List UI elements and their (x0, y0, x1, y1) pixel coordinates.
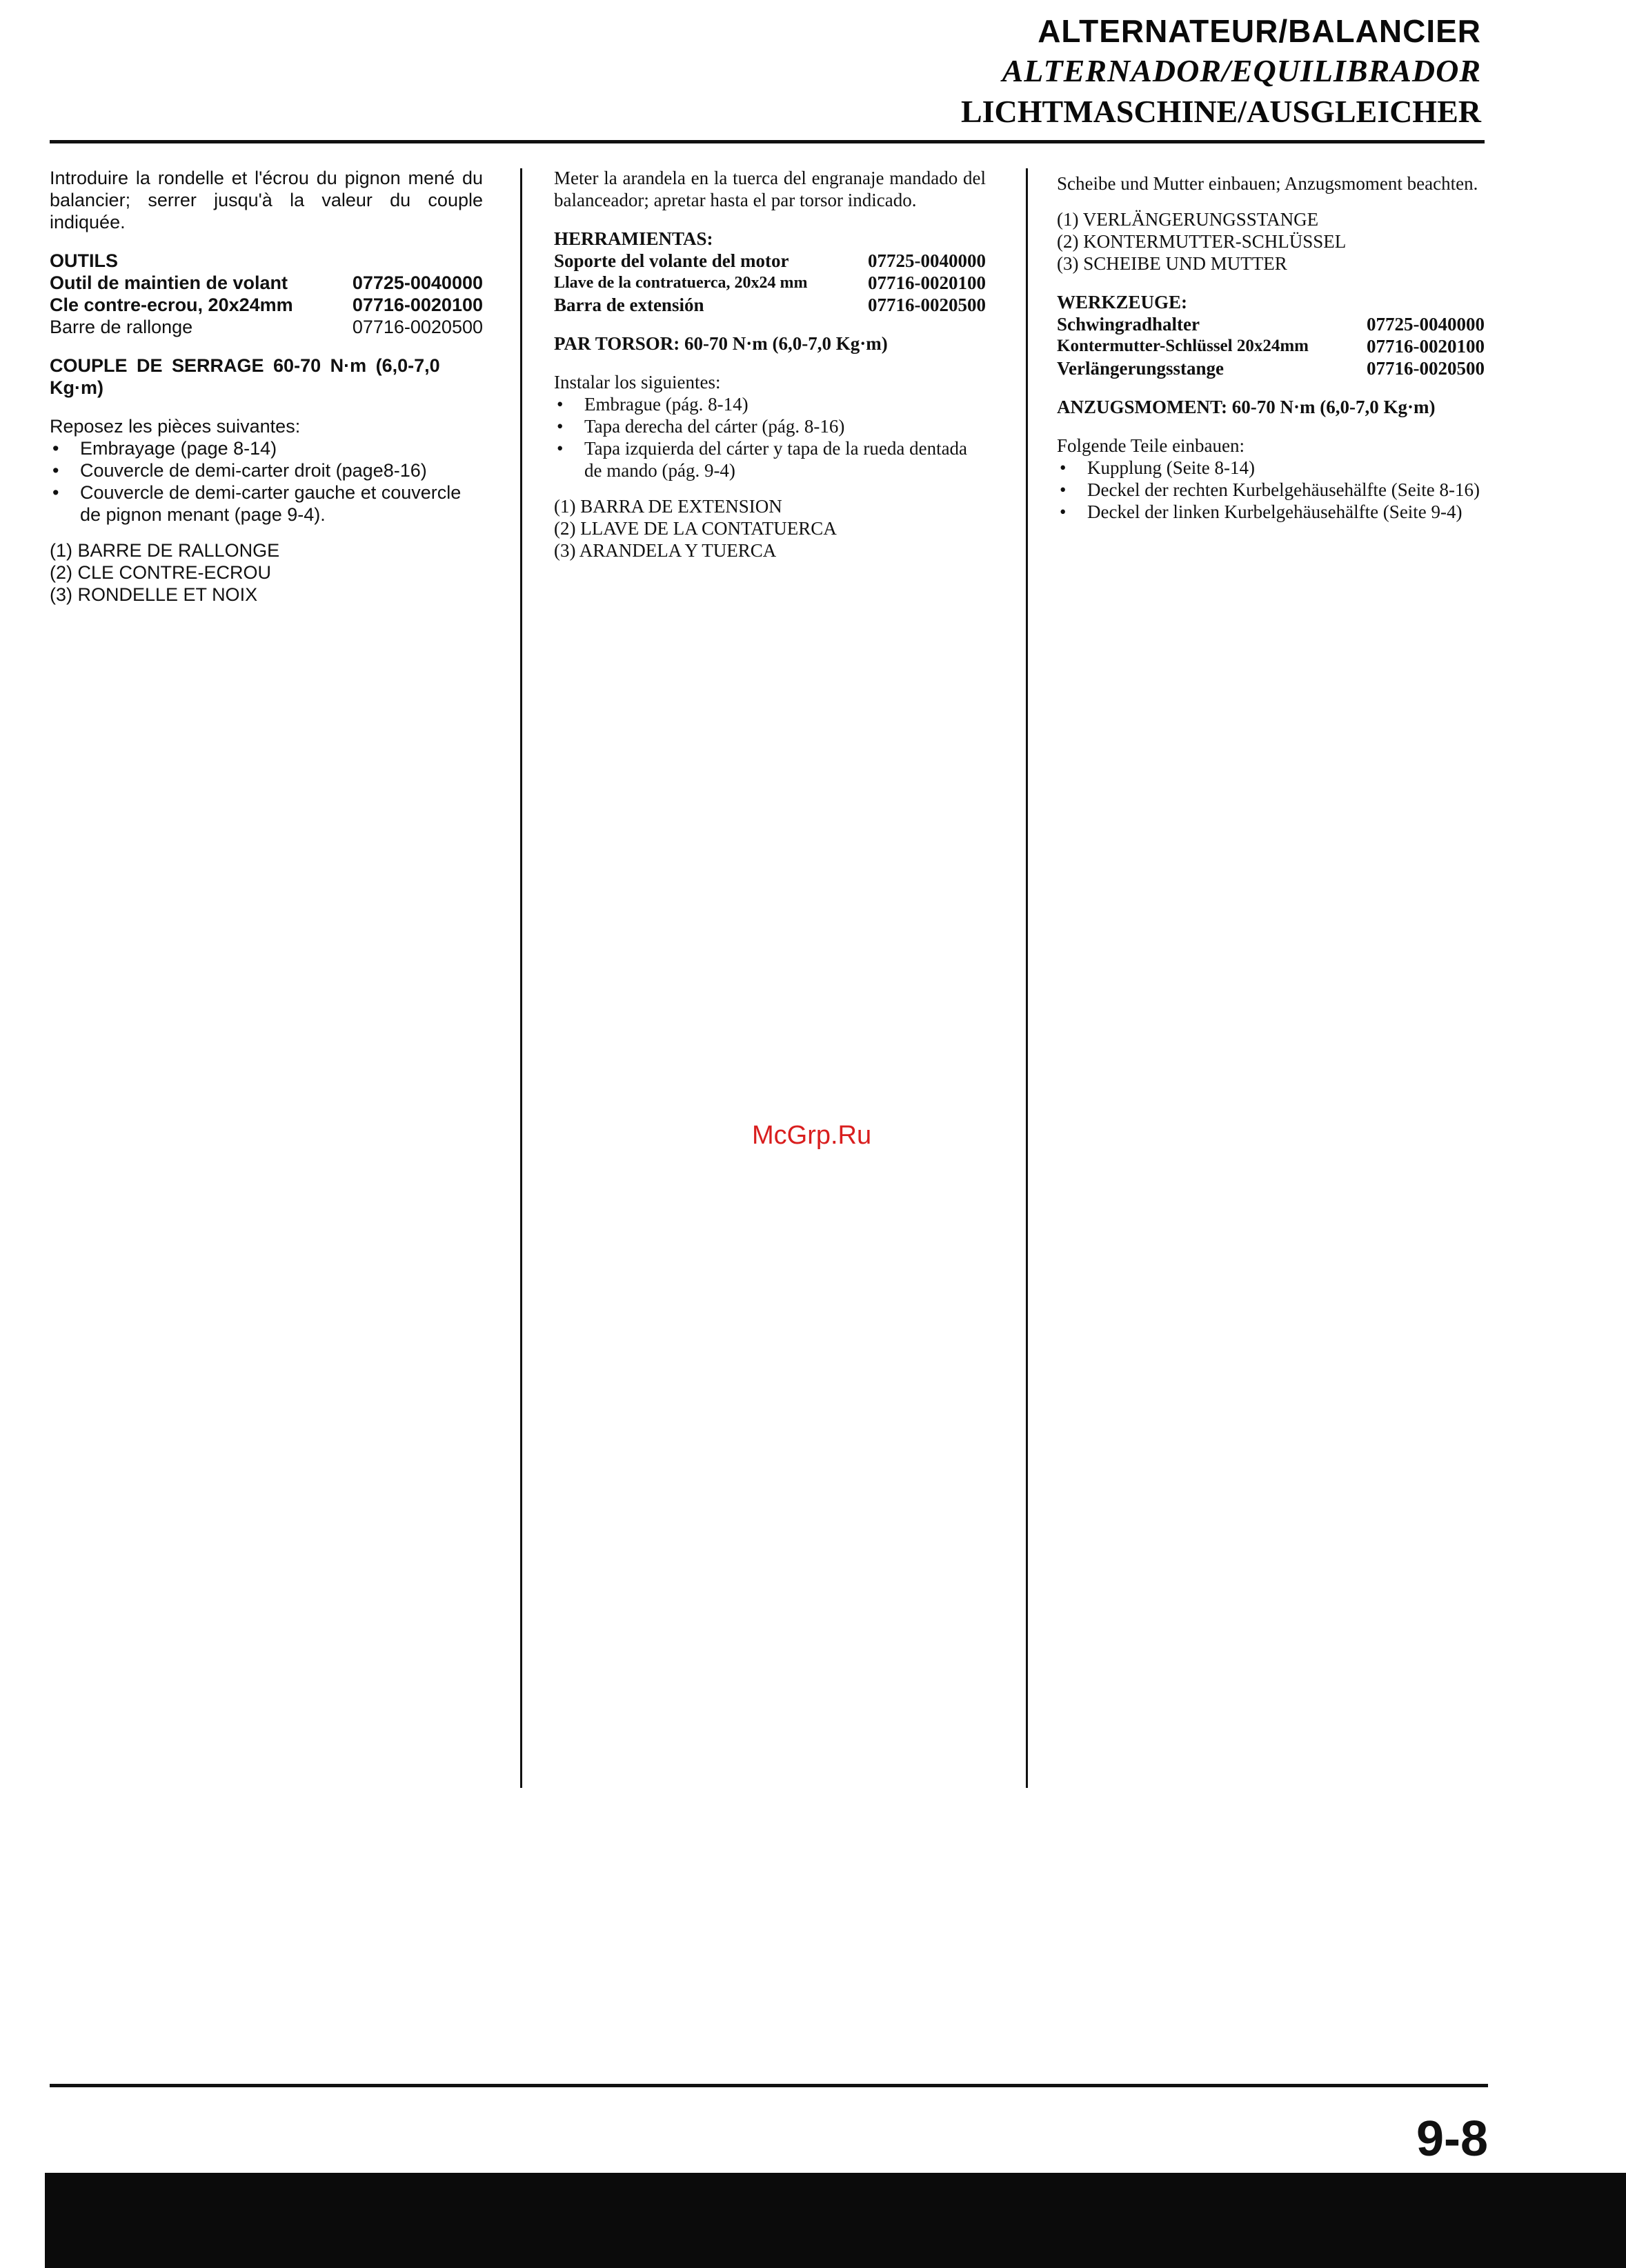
fr-legend-item: (1) BARRE DE RALLONGE (50, 540, 280, 561)
de-torque: ANZUGSMOMENT: 60-70 N·m (6,0-7,0 Kg·m) (1057, 397, 1436, 417)
scan-edge-bar (45, 2173, 1626, 2268)
de-tool-row: Verlängerungsstange 07716-0020500 (1057, 358, 1485, 379)
de-tool-row: Kontermutter-Schlüssel 20x24mm 07716-0020100 (1057, 336, 1485, 357)
page-number: 9-8 (1416, 2111, 1488, 2167)
column-french (50, 167, 483, 606)
de-tool-row: Schwingradhalter 07725-0040000 (1057, 314, 1485, 335)
fr-part-item: • Couvercle de demi-carter droit (page8-16) (52, 460, 427, 481)
es-legend-item: (1) BARRA DE EXTENSION (554, 496, 782, 517)
header-title-de: LICHTMASCHINE/AUSGLEICHER (960, 94, 1481, 129)
header-title-es: ALTERNADOR/EQUILIBRADOR (1002, 53, 1481, 88)
fr-legend-item: (3) RONDELLE ET NOIX (50, 584, 258, 605)
fr-intro: Introduire la rondelle et l'écrou du pignon mené du balancier; serrer jusqu'à la valeur du couple indiquée. (50, 168, 483, 232)
header-title-fr: ALTERNATEUR/BALANCIER (1038, 13, 1481, 49)
es-intro: Meter la arandela en la tuerca del engranaje mandado del balanceador; apretar hasta el par torsor indicado. (554, 168, 986, 210)
es-reinstall-intro: Instalar los siguientes: (554, 372, 721, 392)
fr-part-item: • Embrayage (page 8-14) (52, 438, 277, 459)
de-legend-item: (3) SCHEIBE UND MUTTER (1057, 253, 1287, 274)
de-intro: Scheibe und Mutter einbauen; Anzugsmoment beachten. (1057, 173, 1478, 194)
column-spanish (554, 167, 986, 561)
fr-tool-row: Cle contre-ecrou, 20x24mm 07716-0020100 (50, 295, 483, 315)
de-legend-item: (1) VERLÄNGERUNGSSTANGE (1057, 209, 1319, 230)
fr-torque: COUPLE DE SERRAGE 60-70 N·m (6,0-7,0 Kg·m) (50, 355, 440, 398)
de-part-item: • Deckel der linken Kurbelgehäusehälfte (Seite 9-4) (1060, 501, 1463, 522)
es-part-item: • Tapa derecha del cárter (pág. 8-16) (557, 416, 845, 437)
es-tool-row: Llave de la contratuerca, 20x24 mm 07716-0020100 (554, 272, 986, 293)
header-rule (50, 140, 1485, 143)
de-part-item: • Deckel der rechten Kurbelgehäusehälfte (Seite 8-16) (1060, 479, 1480, 500)
es-legend-item: (3) ARANDELA Y TUERCA (554, 540, 777, 561)
fr-tool-row: Barre de rallonge 07716-0020500 (50, 317, 483, 337)
fr-part-item: • Couvercle de demi-carter gauche et couvercle de pignon menant (page 9-4). (52, 482, 462, 525)
fr-tools-heading: OUTILS (50, 250, 118, 271)
es-tools-heading: HERRAMIENTAS: (554, 228, 713, 249)
es-torque: PAR TORSOR: 60-70 N·m (6,0-7,0 Kg·m) (554, 333, 888, 354)
footer-rule (50, 2084, 1488, 2087)
fr-legend-item: (2) CLE CONTRE-ECROU (50, 562, 272, 583)
es-part-item: • Tapa izquierda del cárter y tapa de la rueda dentada de mando (pág. 9-4) (557, 438, 968, 481)
fr-tool-row: Outil de maintien de volant 07725-0040000 (50, 272, 483, 293)
es-part-item: • Embrague (pág. 8-14) (557, 394, 748, 415)
es-legend-item: (2) LLAVE DE LA CONTATUERCA (554, 518, 837, 539)
es-tool-row: Barra de extensión 07716-0020500 (554, 295, 986, 315)
fr-reinstall-intro: Reposez les pièces suivantes: (50, 416, 301, 437)
de-tools-heading: WERKZEUGE: (1057, 292, 1188, 312)
column-german (1057, 172, 1485, 523)
de-legend-item: (2) KONTERMUTTER-SCHLÜSSEL (1057, 231, 1347, 252)
column-divider-2 (1026, 168, 1028, 1788)
de-reinstall-intro: Folgende Teile einbauen: (1057, 435, 1245, 456)
column-divider-1 (520, 168, 522, 1788)
de-part-item: • Kupplung (Seite 8-14) (1060, 457, 1255, 478)
watermark: McGrp.Ru (752, 1121, 872, 1150)
es-tool-row: Soporte del volante del motor 07725-0040000 (554, 250, 986, 271)
